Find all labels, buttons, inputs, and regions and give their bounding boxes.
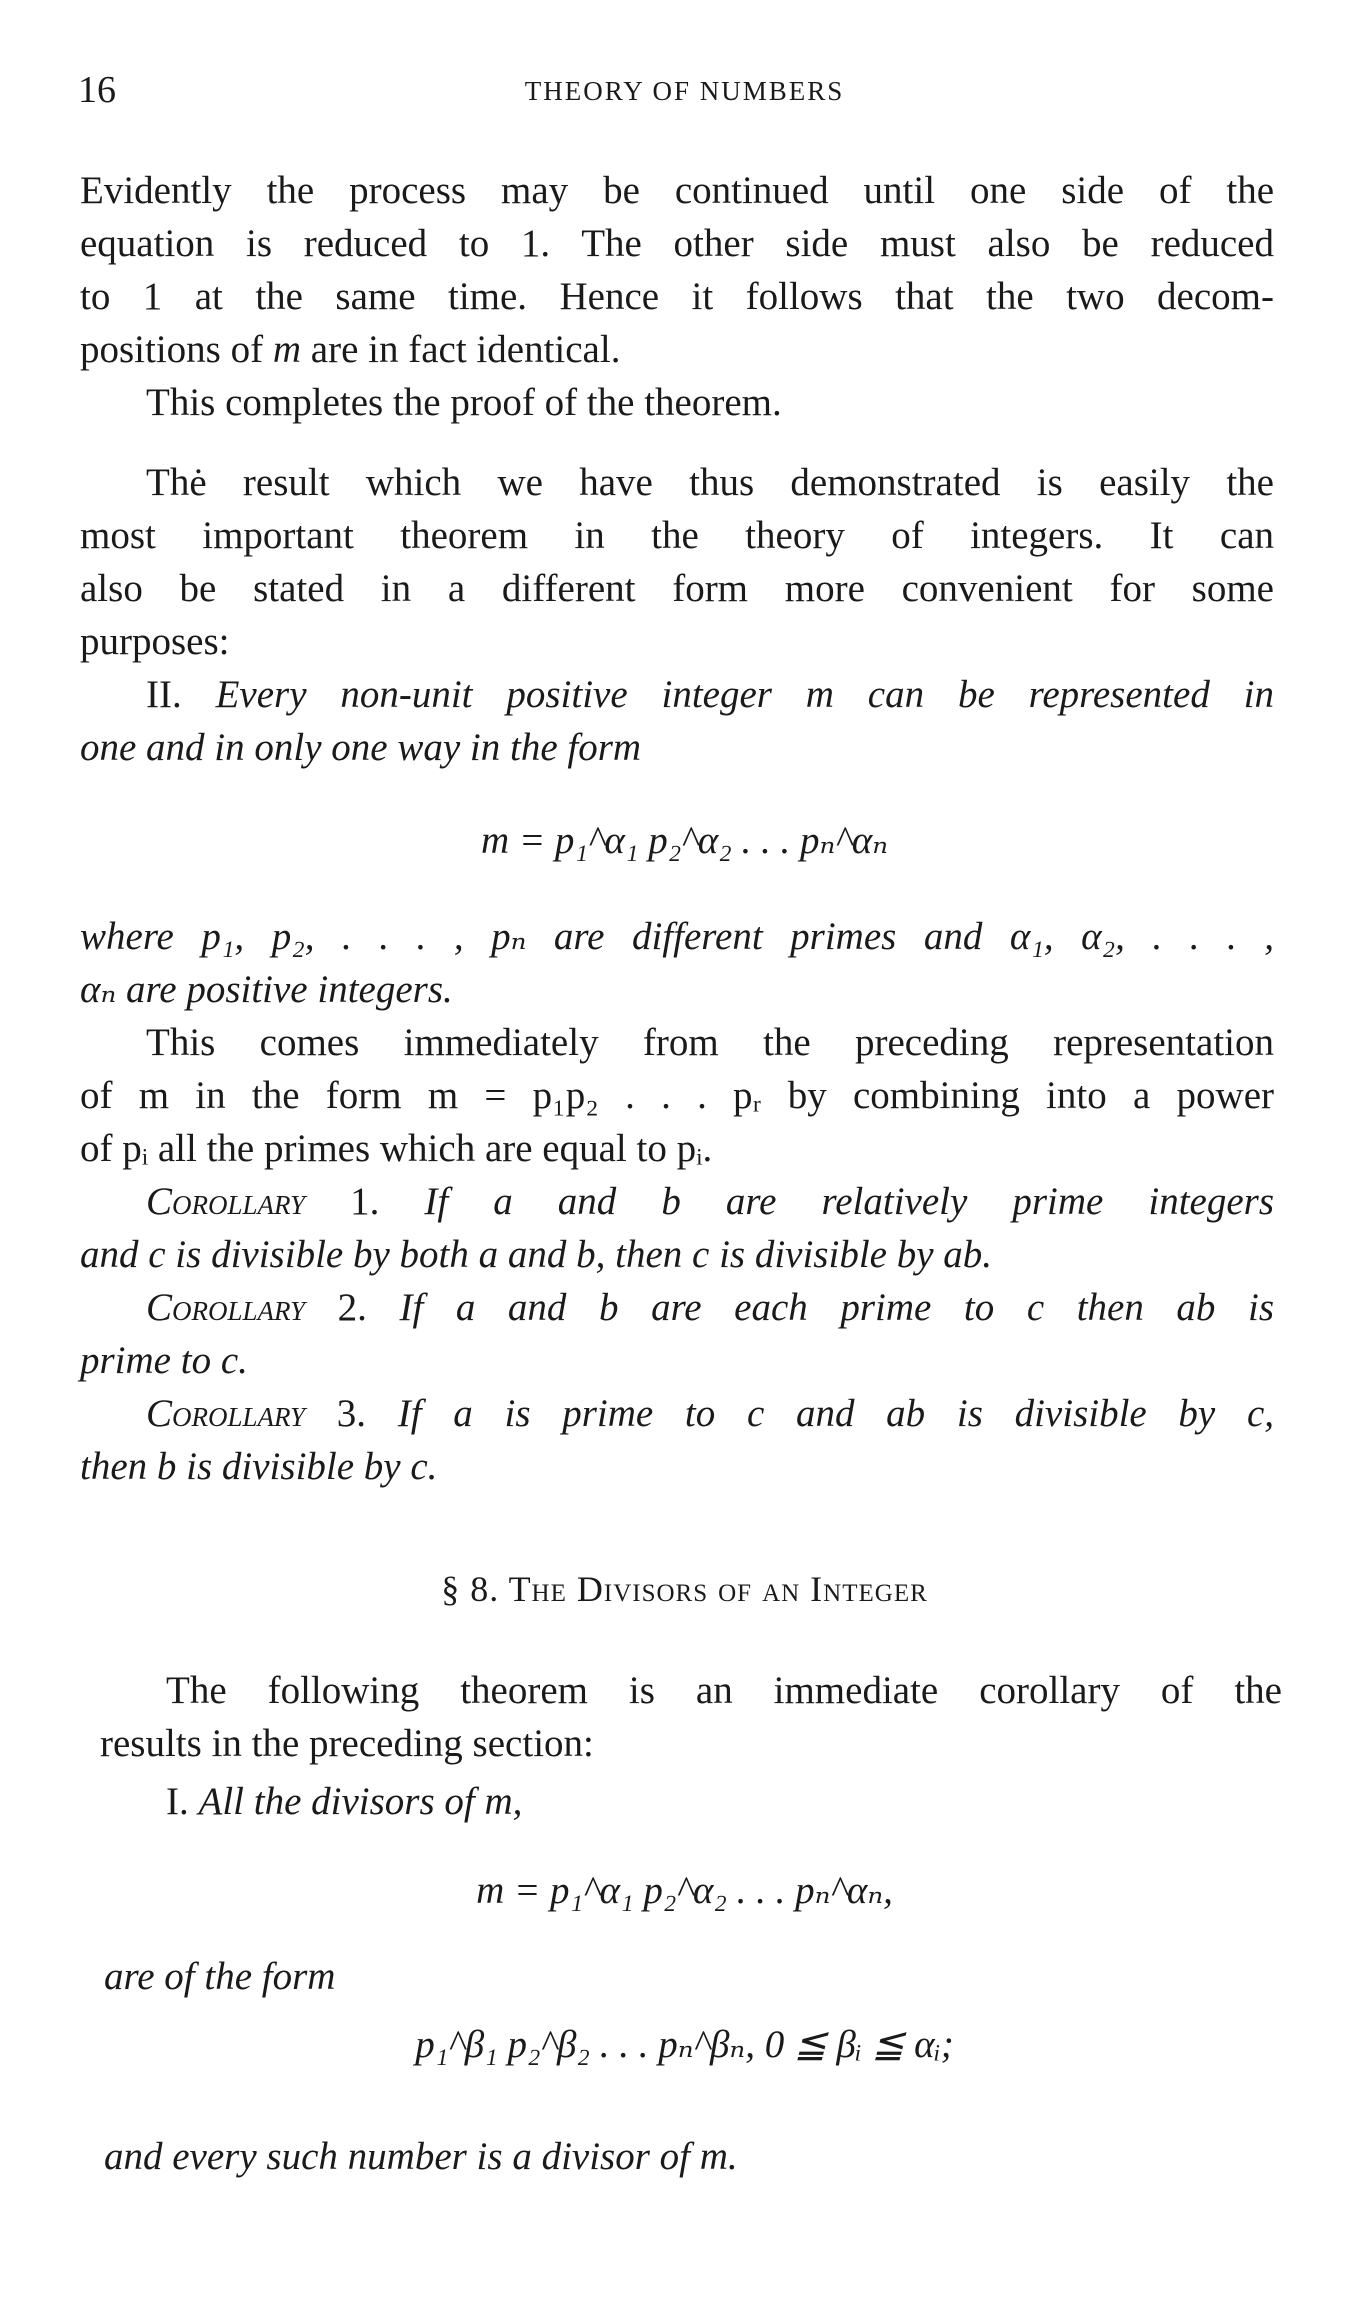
running-title: THEORY OF NUMBERS	[524, 76, 845, 106]
paragraph-line: Evidently the process may be continued until one side of the	[80, 169, 1274, 212]
corollary-1: Corollary 1. If a and b are relatively prime integers	[146, 1180, 1275, 1223]
corollary-3: Corollary 3. If a is prime to c and ab is divisible by c,	[146, 1392, 1275, 1435]
theorem-line: and every such number is a divisor of m.	[104, 2135, 738, 2178]
paragraph-line: purposes:	[80, 620, 230, 663]
section-heading: § 8. The Divisors of an Integer	[441, 1569, 928, 1609]
corollary-1-cont: and c is divisible by both a and b, then c is divisible by ab.	[80, 1233, 993, 1276]
paragraph-line: This completes the proof of the theorem.	[146, 381, 782, 424]
theorem-line: one and in only one way in the form	[80, 726, 642, 769]
paragraph-line: also be stated in a different form more convenient for some	[80, 567, 1274, 610]
paragraph-line: most important theorem in the theory of integers. It can	[80, 514, 1274, 557]
paragraph-line: to 1 at the same time. Hence it follows that the two decom-	[80, 275, 1274, 318]
theorem-line: where p₁, p₂, . . . , pₙ are different primes and α₁, α₂, . . . ,	[80, 915, 1274, 958]
theorem-line: αₙ are positive integers.	[80, 968, 453, 1011]
formula-divisor-form: p₁^β₁ p₂^β₂ . . . pₙ^βₙ, 0 ≦ βᵢ ≦ αᵢ;	[415, 2023, 954, 2066]
corollary-3-cont: then b is divisible by c.	[80, 1445, 438, 1488]
theorem-line: are of the form	[104, 1955, 336, 1998]
theorem-line: II. Every non-unit positive integer m can be represented in	[146, 673, 1274, 716]
paragraph-line: This comes immediately from the preceding representation	[146, 1021, 1274, 1064]
corollary-2: Corollary 2. If a and b are each prime to c then ab is	[146, 1286, 1275, 1329]
paragraph-line: of m in the form m = p₁p₂ . . . pᵣ by combining into a power	[80, 1074, 1274, 1117]
paragraph-line: equation is reduced to 1. The other side must also be reduced	[80, 222, 1274, 265]
paragraph-line: positions of m are in fact identical.	[80, 328, 621, 371]
page-number: 16	[78, 69, 116, 111]
paragraph-line: The following theorem is an immediate corollary of the	[166, 1669, 1282, 1712]
corollary-2-cont: prime to c.	[80, 1339, 248, 1382]
paragraph-line: of pᵢ all the primes which are equal to pᵢ.	[80, 1127, 713, 1170]
paragraph-line: Thė result which we have thus demonstrated is easily the	[146, 461, 1274, 504]
formula-factorization: m = p₁^α₁ p₂^α₂ . . . pₙ^αₙ	[480, 819, 889, 862]
paragraph-line: results in the preceding section:	[100, 1722, 594, 1765]
formula-factorization-2: m = p₁^α₁ p₂^α₂ . . . pₙ^αₙ,	[476, 1869, 893, 1912]
theorem-line: I. All the divisors of m,	[166, 1780, 523, 1823]
